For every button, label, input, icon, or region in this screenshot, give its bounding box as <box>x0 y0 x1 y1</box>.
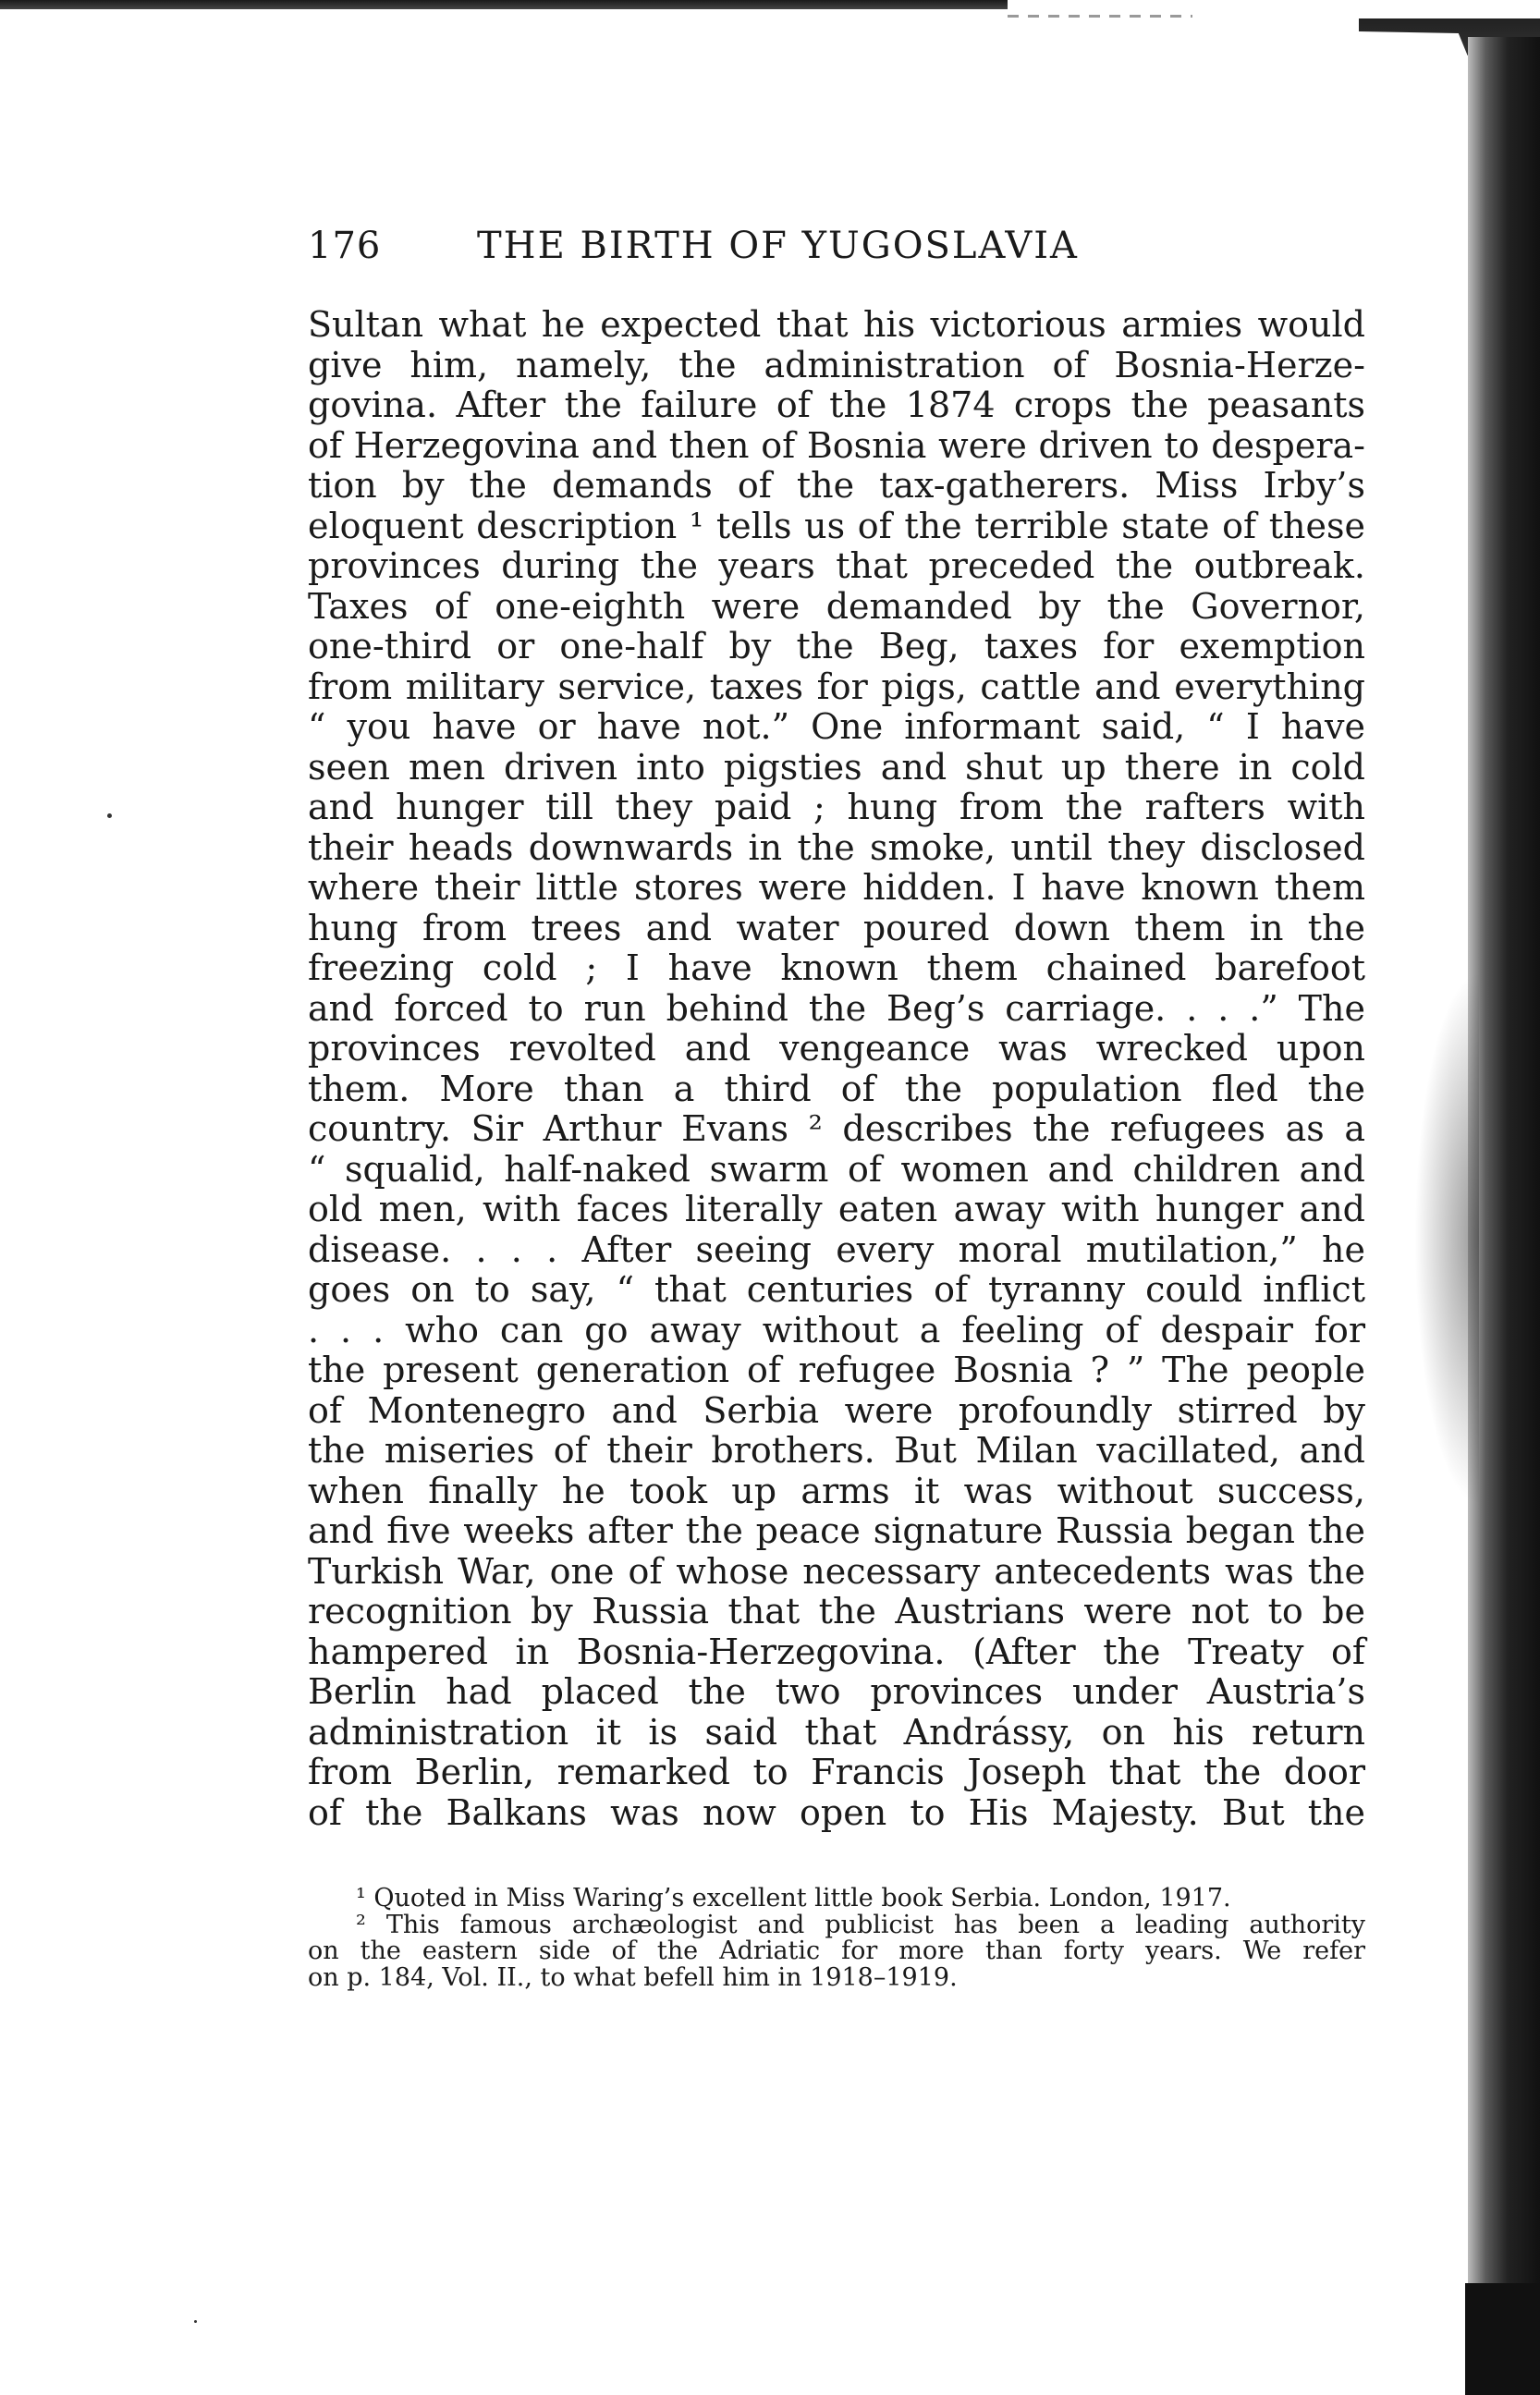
footnote-2-end: on p. 184, Vol. II., to what befell him in 1918–1919. <box>308 1962 958 1992</box>
body-line: eloquent description ¹ tells us of the terrible state of these <box>308 505 1365 546</box>
footnote-2-continued: on the eastern side of the Adriatic for more than forty years. We refer <box>308 1937 1365 1965</box>
body-line: them. More than a third of the population fled the <box>308 1068 1365 1109</box>
body-line: Taxes of one-eighth were demanded by the Governor, <box>308 585 1365 627</box>
body-line: from Berlin, remarked to Francis Joseph that the door <box>308 1752 1365 1792</box>
scan-speck <box>194 2320 197 2323</box>
body-line: recognition by Russia that the Austrians were not to be <box>308 1591 1365 1631</box>
body-line: their heads downwards in the smoke, until they disclosed <box>308 826 1365 868</box>
body-line: when finally he took up arms it was without success, <box>308 1470 1365 1511</box>
footnote-2: ² This famous archæologist and publicist has been a leading authority <box>356 1910 1365 1939</box>
body-line: disease. . . . After seeing every moral mutilation,” he <box>308 1228 1365 1270</box>
body-line: “ squalid, half-naked swarm of women and children and <box>308 1148 1365 1190</box>
body-line: provinces during the years that preceded the outbreak. <box>308 545 1365 586</box>
body-line: tion by the demands of the tax-gatherers. Miss Irby’s <box>308 465 1365 506</box>
body-line: give him, namely, the administration of Bosnia-Herze- <box>308 344 1365 385</box>
running-title: THE BIRTH OF YUGOSLAVIA <box>477 225 1079 267</box>
body-line: . . . who can go away without a feeling of despair for <box>308 1309 1365 1350</box>
body-line: Turkish War, one of whose necessary antecedents was the <box>308 1550 1365 1592</box>
scan-top-rule <box>0 0 1008 9</box>
body-line: the present generation of refugee Bosnia ? ” The people <box>308 1350 1365 1390</box>
body-line: freezing cold ; I have known them chained barefoot <box>308 947 1365 988</box>
body-line: hung from trees and water poured down them in the <box>308 907 1365 948</box>
scan-binding-bottom <box>1465 2283 1540 2395</box>
body-line: of Herzegovina and then of Bosnia were driven to despera- <box>308 424 1365 466</box>
body-line: provinces revolted and vengeance was wrecked upon <box>308 1028 1365 1069</box>
body-line: where their little stores were hidden. I have known them <box>308 867 1365 908</box>
body-line: seen men driven into pigsties and shut up there in cold <box>308 746 1365 788</box>
body-line: goes on to say, “ that centuries of tyranny could inflict <box>308 1269 1365 1310</box>
body-line: and hunger till they paid ; hung from the rafters with <box>308 787 1365 827</box>
body-line: country. Sir Arthur Evans ² describes the refugees as a <box>308 1108 1365 1149</box>
body-line: Berlin had placed the two provinces under Austria’s <box>308 1671 1365 1712</box>
body-line: the miseries of their brothers. But Milan vacillated, and <box>308 1430 1365 1471</box>
body-line: and forced to run behind the Beg’s carriage. . . .” The <box>308 987 1365 1029</box>
page-number: 176 <box>308 225 382 267</box>
footnotes <box>308 1886 1365 1991</box>
footnote-1: ¹ Quoted in Miss Waring’s excellent little book Serbia. London, 1917. <box>356 1884 1231 1912</box>
body-line: one-third or one-half by the Beg, taxes for exemption <box>308 626 1365 666</box>
body-line: and five weeks after the peace signature Russia began the <box>308 1510 1365 1551</box>
body-line: of the Balkans was now open to His Majesty. But the <box>308 1791 1365 1833</box>
body-line: old men, with faces literally eaten away with hunger and <box>308 1189 1365 1229</box>
body-line: of Montenegro and Serbia were profoundly stirred by <box>308 1389 1365 1431</box>
body-line: “ you have or have not.” One informant said, “ I have <box>308 706 1365 747</box>
body-line: govina. After the failure of the 1874 crops the peasants <box>308 385 1365 425</box>
running-head <box>308 218 1371 274</box>
body-line: Sultan what he expected that his victorious armies would <box>308 304 1365 345</box>
scan-speck <box>107 813 112 818</box>
body-line: administration it is said that Andrássy, on his return <box>308 1711 1365 1753</box>
scan-binding-shadow <box>1414 971 1479 1507</box>
body-text <box>308 305 1365 1833</box>
body-line: hampered in Bosnia-Herzegovina. (After the Treaty of <box>308 1631 1365 1672</box>
body-line: from military service, taxes for pigs, cattle and everything <box>308 666 1365 707</box>
scan-top-rule-fade <box>1008 15 1192 18</box>
